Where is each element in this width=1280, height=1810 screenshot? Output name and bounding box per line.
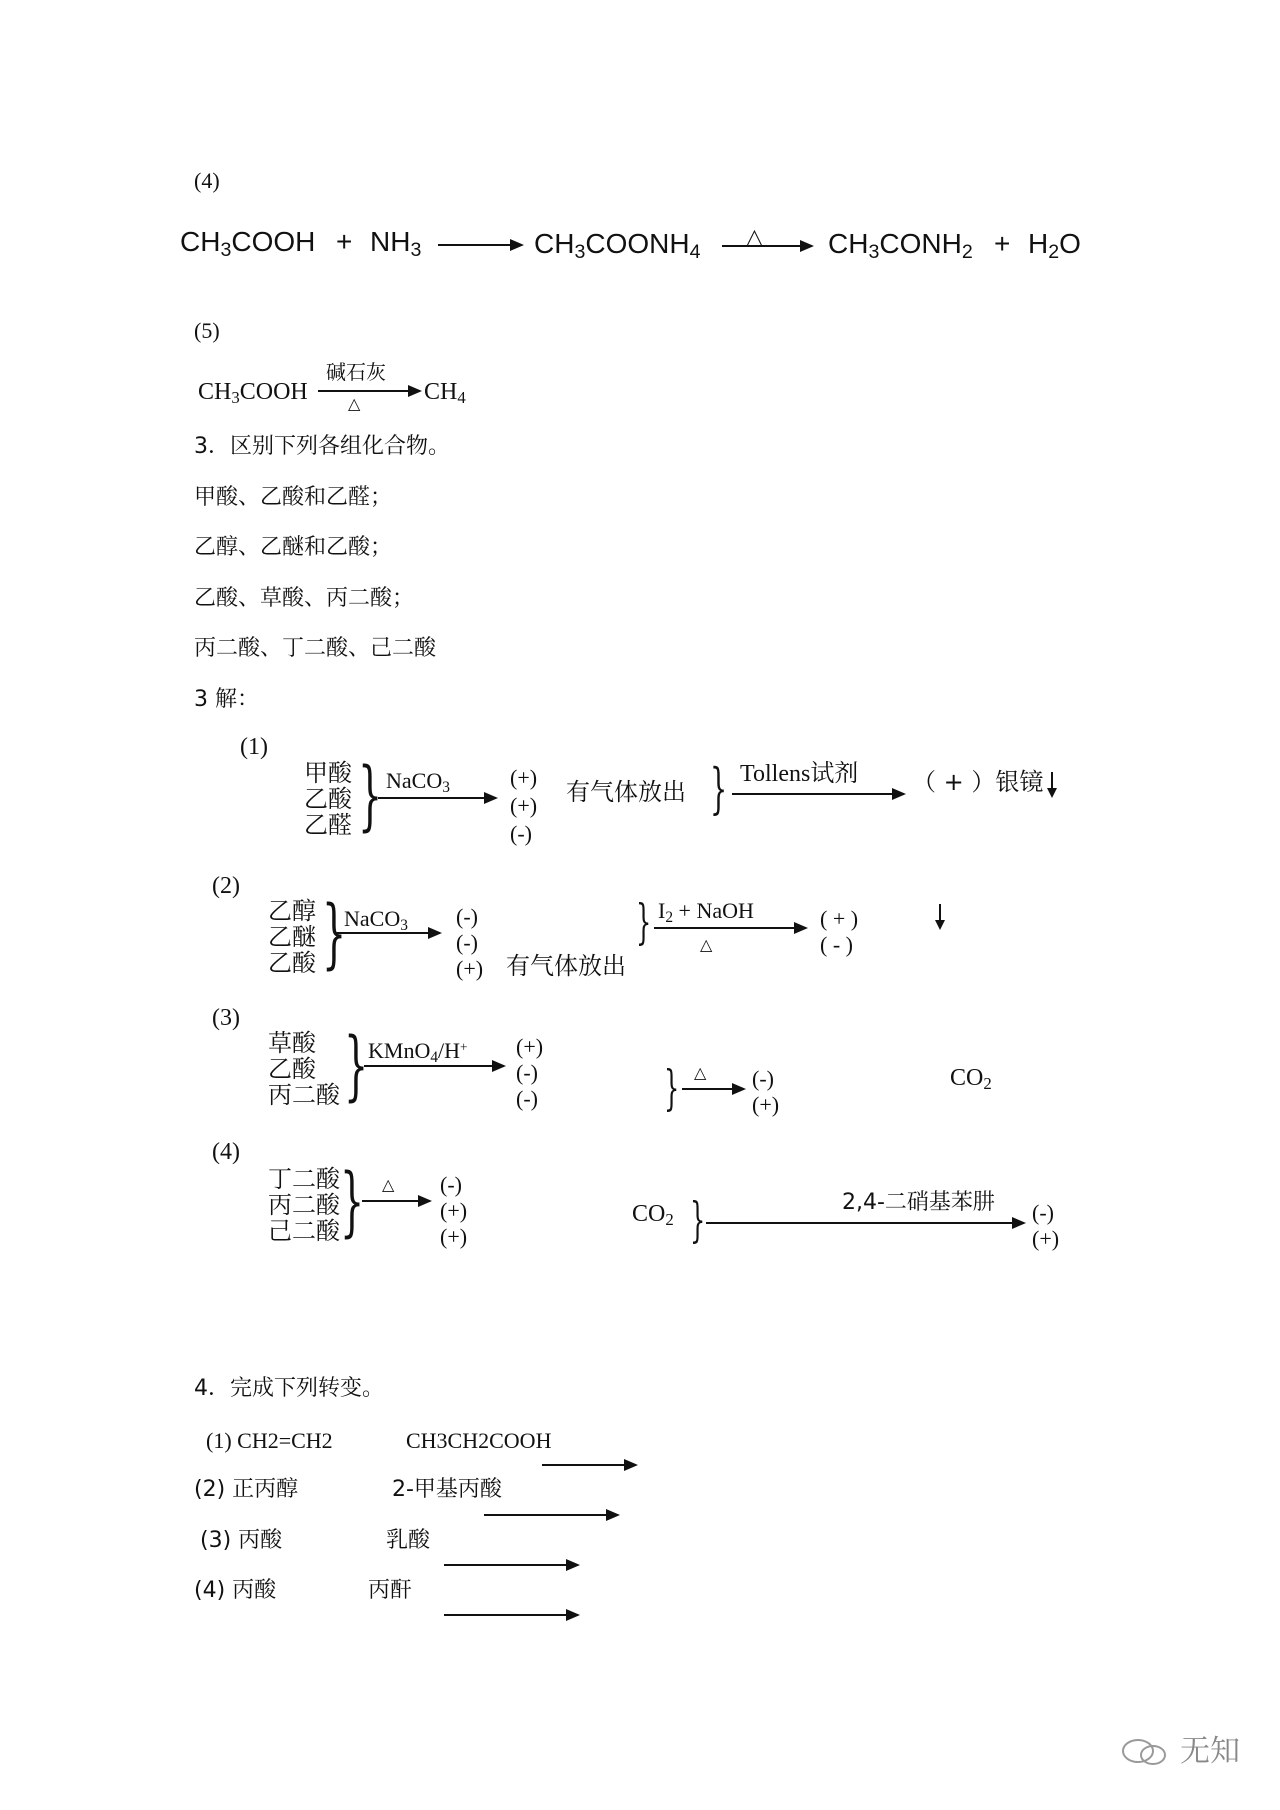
- reaction-arrow: [706, 1222, 1024, 1224]
- question-3-item: 乙醇、乙醚和乙酸；: [194, 535, 393, 560]
- reaction-arrow: [438, 244, 522, 246]
- brace: }: [710, 757, 728, 820]
- reaction-5-reactant: $CH_3COOH$: [198, 379, 308, 408]
- reagent-iodine-naoh: $I_2$ + NaOH: [658, 898, 754, 926]
- scheme-2-label: (2): [212, 873, 240, 899]
- reaction-4-reactant-acetic-acid: $CH_3COOH$: [180, 226, 316, 261]
- decarboxylation-results: (-) (+): [752, 1066, 780, 1117]
- answer-heading: 3 解：: [194, 687, 259, 712]
- conversion-4-start: (4) 丙酸: [194, 1578, 277, 1603]
- reagent-sodium-carbonate: NaCO$_3$: [344, 906, 408, 934]
- reaction-5-label: (5): [194, 318, 220, 343]
- scheme-2-compounds: 乙醇 乙醚 乙酸: [268, 897, 316, 977]
- gas-evolved-note: 有气体放出: [566, 778, 686, 806]
- reagent-permanganate: KMnO$_4$/H+: [368, 1038, 468, 1066]
- dnph-results: (-) (+): [1032, 1200, 1060, 1251]
- heat-delta-symbol: △: [348, 396, 361, 413]
- reaction-arrow: [318, 390, 420, 392]
- reaction-5-product-methane: $CH_4$: [424, 379, 466, 408]
- conversion-arrow: [444, 1564, 578, 1566]
- chat-bubble-icon: [1120, 1734, 1180, 1769]
- reaction-arrow: [682, 1088, 744, 1090]
- scheme-3-results: (+) (-) (-): [516, 1034, 544, 1111]
- plus-sign: +: [336, 226, 353, 257]
- reaction-4-product-acetamide: $CH_3CONH_2$: [828, 228, 973, 263]
- scheme-4-label: (4): [212, 1139, 240, 1165]
- iodoform-results: ( + ) ( - ): [820, 906, 859, 957]
- reaction-arrow: [654, 927, 806, 929]
- scheme-4-results: (-) (+) (+): [440, 1172, 468, 1249]
- scheme-3-label: (3): [212, 1005, 240, 1031]
- scheme-1-results: (+) (+) (-): [510, 765, 538, 846]
- reaction-arrow: [732, 793, 904, 795]
- reaction-arrow: [378, 797, 496, 799]
- conversion-2-target: 2-甲基丙酸: [392, 1477, 502, 1502]
- reagent-dnph: 2,4-二硝基苯肼: [842, 1190, 995, 1215]
- heat-delta-symbol: △: [700, 937, 713, 954]
- conversion-1-start: (1) CH2=CH2: [206, 1428, 333, 1453]
- brace: }: [636, 894, 652, 950]
- brace: }: [322, 888, 347, 977]
- heat-delta-symbol: △: [694, 1065, 707, 1082]
- brace: }: [358, 750, 383, 839]
- reaction-arrow: [364, 1065, 504, 1067]
- reaction-4-product-water: $H_2O$: [1028, 228, 1081, 263]
- heat-delta-symbol: △: [746, 224, 763, 249]
- question-4-title: 4．完成下列转变。: [194, 1376, 384, 1401]
- question-3-item: 甲酸、乙酸和乙醛；: [194, 485, 393, 510]
- heat-delta-symbol: △: [382, 1177, 395, 1194]
- brace: }: [690, 1192, 706, 1248]
- reagent-soda-lime: 碱石灰: [326, 360, 386, 384]
- question-3-title: 3．区别下列各组化合物。: [194, 434, 450, 459]
- brace: }: [664, 1060, 680, 1116]
- brace: }: [344, 1020, 369, 1109]
- question-3-item: 丙二酸、丁二酸、己二酸: [194, 636, 437, 661]
- watermark: [1120, 1726, 1240, 1770]
- reaction-4-label: (4): [194, 168, 220, 193]
- conversion-arrow: [484, 1514, 618, 1516]
- reaction-arrow: [336, 932, 440, 934]
- conversion-arrow: [444, 1614, 578, 1616]
- reaction-arrow-heat: [722, 245, 812, 247]
- gas-evolved-note: 有气体放出: [506, 952, 626, 980]
- brace: }: [340, 1156, 365, 1245]
- carbon-dioxide-label: $CO_2$: [950, 1065, 992, 1094]
- scheme-1-compounds: 甲酸 乙酸 乙醛: [304, 759, 352, 839]
- carbon-dioxide-label: $CO_2$: [632, 1201, 674, 1230]
- watermark-text: 无知: [1180, 1734, 1240, 1769]
- reagent-tollens: Tollens试剂: [740, 761, 859, 787]
- reaction-4-product-ammonium-acetate: $CH_3COONH_4$: [534, 228, 701, 263]
- conversion-1-target: CH3CH2COOH: [406, 1428, 552, 1453]
- scheme-4-compounds: 丁二酸 丙二酸 己二酸: [268, 1165, 340, 1245]
- reaction-4-reactant-ammonia: $NH_3$: [370, 226, 422, 261]
- silver-mirror-result: （ + ）银镜: [912, 768, 1044, 796]
- conversion-arrow: [542, 1464, 636, 1466]
- conversion-3-target: 乳酸: [386, 1528, 431, 1553]
- conversion-4-target: 丙酐: [368, 1578, 413, 1603]
- conversion-2-start: (2) 正丙醇: [194, 1477, 299, 1502]
- scheme-2-results: (-) (-) (+): [456, 904, 484, 981]
- scheme-3-compounds: 草酸 乙酸 丙二酸: [268, 1029, 340, 1109]
- question-3-item: 乙酸、草酸、丙二酸；: [194, 586, 415, 611]
- conversion-3-start: (3) 丙酸: [200, 1528, 283, 1553]
- scheme-1-label: (1): [240, 734, 268, 760]
- reagent-sodium-carbonate: NaCO$_3$: [386, 768, 450, 796]
- plus-sign: +: [994, 228, 1011, 259]
- reaction-arrow: [362, 1200, 430, 1202]
